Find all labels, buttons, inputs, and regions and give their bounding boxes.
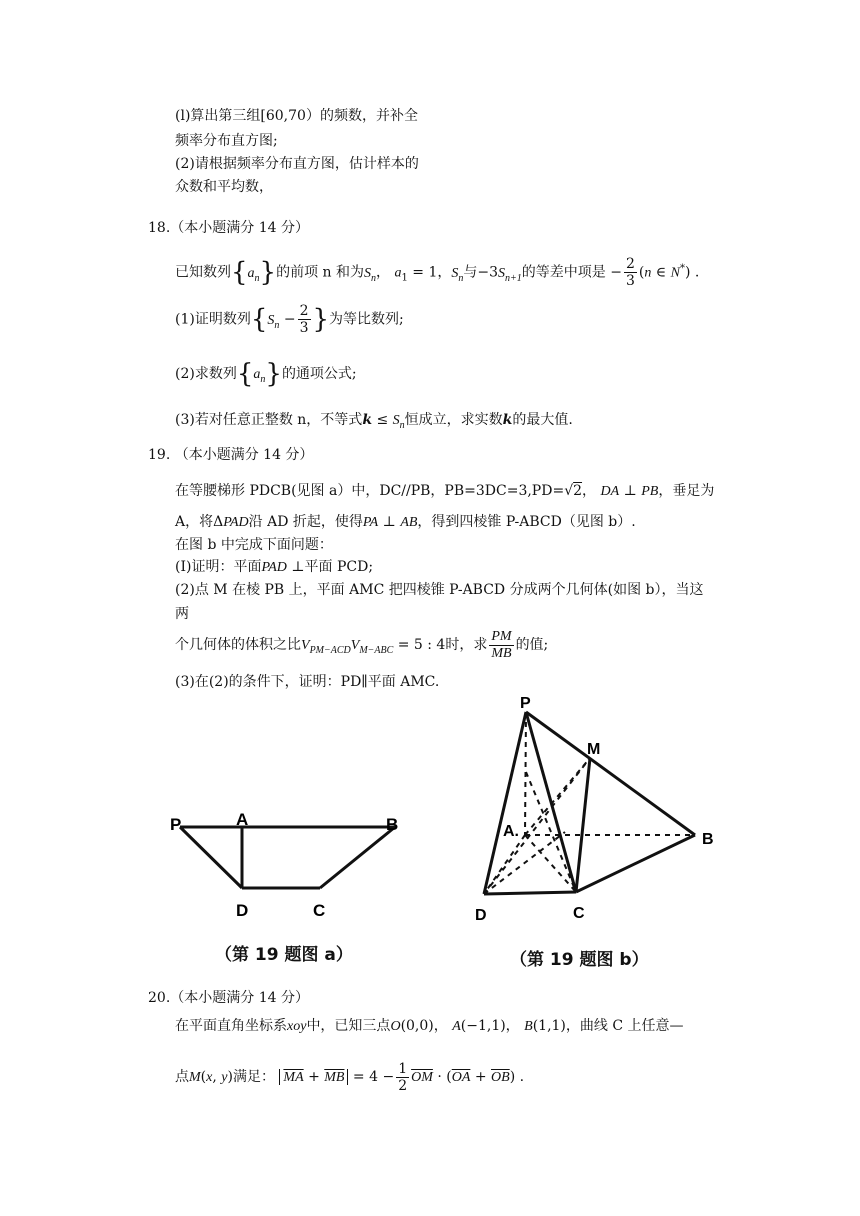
fig-b-label-c: C bbox=[573, 905, 585, 922]
q18-header: 18.（本小题满分 14 分） bbox=[148, 220, 309, 236]
q18-p3-text-c: 的最大值. bbox=[512, 412, 573, 428]
figure-19b-caption: （第 19 题图 b） bbox=[510, 950, 649, 970]
q18-intro-text-c: 与 bbox=[463, 264, 478, 281]
fig-b-label-m: M bbox=[587, 741, 601, 758]
q19-l1-text-b: ， bbox=[582, 483, 597, 499]
figure-19a-caption: （第 19 题图 a） bbox=[215, 945, 353, 965]
q20-l2-text-a: 点 bbox=[175, 1069, 189, 1085]
q19-l2-text-b: 沿 AD 折起，使得 bbox=[248, 514, 363, 530]
q18-intro-text-d: 的等差中项是 bbox=[521, 264, 606, 281]
q19-line-7: 个几何体的体积之比$V_{PM-ACD}V_{M-ABC} = 5$ : 4时，求 $\frac{PM}{MB}$ 的值; bbox=[175, 628, 549, 661]
q20-l2-text-b: 满足： bbox=[232, 1069, 275, 1085]
q19-l1-text-a: 在等腰梯形 PDCB(见图 a）中，DC//PB，PB=3DC=3,PD= bbox=[175, 483, 565, 499]
q18-intro: 已知数列$\{a_n\}$的前项 n 和为$S_n$， $a_1 = 1$，$S_n$与$-3S_{n+1}$的等差中项是 − $\frac{2}{3}$ (n ∈ N*) . bbox=[175, 256, 700, 290]
q19-line-8: (3)在(2)的条件下，证明：PD∥平面 AMC. bbox=[175, 674, 440, 690]
q18-part-1: (1)证明数列{$S_n$ − $\frac{2}{3}$ }为等比数列; bbox=[175, 303, 404, 336]
fig-a-label-p: P bbox=[170, 815, 182, 834]
q17-line-1: (l)算出第三组[60,70）的频数，并补全 bbox=[175, 108, 418, 124]
q19-line-5: (2)点 M 在棱 PB 上，平面 AMC 把四棱锥 P-ABCD 分成两个几何体(如图 b），当这 bbox=[175, 582, 704, 598]
q19-l4-text-a: (I)证明：平面 bbox=[175, 559, 262, 575]
q18-part-2: (2)求数列$\{a_n\}$的通项公式; bbox=[175, 359, 357, 389]
figure-19a bbox=[160, 700, 420, 980]
q19-l7-text-b: 时，求 bbox=[445, 637, 488, 653]
fig-a-label-a: A bbox=[236, 810, 249, 829]
fig-b-label-p: P bbox=[520, 695, 531, 712]
q20-header: 20.（本小题满分 14 分） bbox=[148, 990, 309, 1006]
q18-p3-text-a: (3)若对任意正整数 n，不等式 bbox=[175, 412, 363, 428]
q18-p1-text-a: (1)证明数列 bbox=[175, 311, 251, 328]
q20-l1-text-c: ，曲线 C 上任意— bbox=[565, 1018, 684, 1034]
q19-l2-text-c: ，得到四棱锥 P-ABCD（见图 b）. bbox=[417, 514, 636, 530]
q18-intro-text-a: 已知数列 bbox=[175, 264, 231, 281]
fig-b-label-a: A. bbox=[503, 823, 519, 840]
q19-line-2: A，将ΔPAD沿 AD 折起，使得PA ⊥ AB，得到四棱锥 P-ABCD（见图 b）. bbox=[175, 514, 636, 530]
fig-a-label-d: D bbox=[236, 901, 249, 920]
figure-19a-lines bbox=[180, 827, 395, 888]
q18-part-3: (3)若对任意正整数 n，不等式$k \le S_n$恒成立，求实数k的最大值. bbox=[175, 412, 573, 431]
q19-line-4: (I)证明：平面PAD ⊥平面 PCD; bbox=[175, 559, 374, 575]
fig-a-label-c: C bbox=[313, 901, 326, 920]
q18-p2-text-b: 的通项公式; bbox=[281, 366, 357, 382]
q20-line-2: 点M(x, y)满足： $\overline{MA} + \overline{MB} = 4$ − $\frac{1}{2}$ $\overline{OM} \cdot (\overline{OA} + \overline{OB})$ . bbox=[175, 1060, 525, 1094]
figure-19b-dashed-lines bbox=[484, 712, 695, 894]
q19-line-3: 在图 b 中完成下面问题： bbox=[175, 537, 333, 553]
fig-b-label-d: D bbox=[475, 907, 487, 924]
q18-p2-text-a: (2)求数列 bbox=[175, 366, 237, 382]
fig-b-label-b: B bbox=[702, 831, 714, 848]
q17-line-4: 众数和平均数， bbox=[175, 179, 273, 195]
q19-l7-text-a: 个几何体的体积之比 bbox=[175, 637, 301, 653]
figure-19b bbox=[470, 692, 730, 932]
q20-line-1: 在平面直角坐标系xoy中，已知三点O(0,0)， A(−1,1)， B(1,1)，曲线 C 上任意— bbox=[175, 1018, 684, 1034]
q19-header: 19. （本小题满分 14 分） bbox=[148, 447, 314, 463]
q17-line-3: (2)请根据频率分布直方图，估计样本的 bbox=[175, 156, 419, 172]
q18-intro-text-b: 的前项 n 和为 bbox=[276, 264, 365, 281]
q18-p3-text-b: 恒成立，求实数 bbox=[404, 412, 503, 428]
q18-p1-text-b: 为等比数列; bbox=[329, 311, 404, 328]
q19-l4-text-b: 平面 PCD; bbox=[304, 559, 374, 575]
q19-line-1: 在等腰梯形 PDCB(见图 a）中，DC//PB，PB=3DC=3,PD=√2， DA ⊥ PB，垂足为 bbox=[175, 483, 715, 499]
fig-a-label-b: B bbox=[386, 815, 399, 834]
q19-l7-text-c: 的值; bbox=[515, 637, 549, 653]
q17-line-2: 频率分布直方图; bbox=[175, 133, 278, 149]
q20-l1-text-b: 中，已知三点 bbox=[306, 1018, 391, 1034]
q20-l1-text-a: 在平面直角坐标系 bbox=[175, 1018, 287, 1034]
q19-l1-text-c: ，垂足为 bbox=[658, 483, 715, 499]
q19-l2-text-a: A，将 bbox=[175, 514, 214, 530]
figure-19b-solid-lines bbox=[484, 712, 695, 894]
q19-line-6: 两 bbox=[175, 606, 189, 622]
